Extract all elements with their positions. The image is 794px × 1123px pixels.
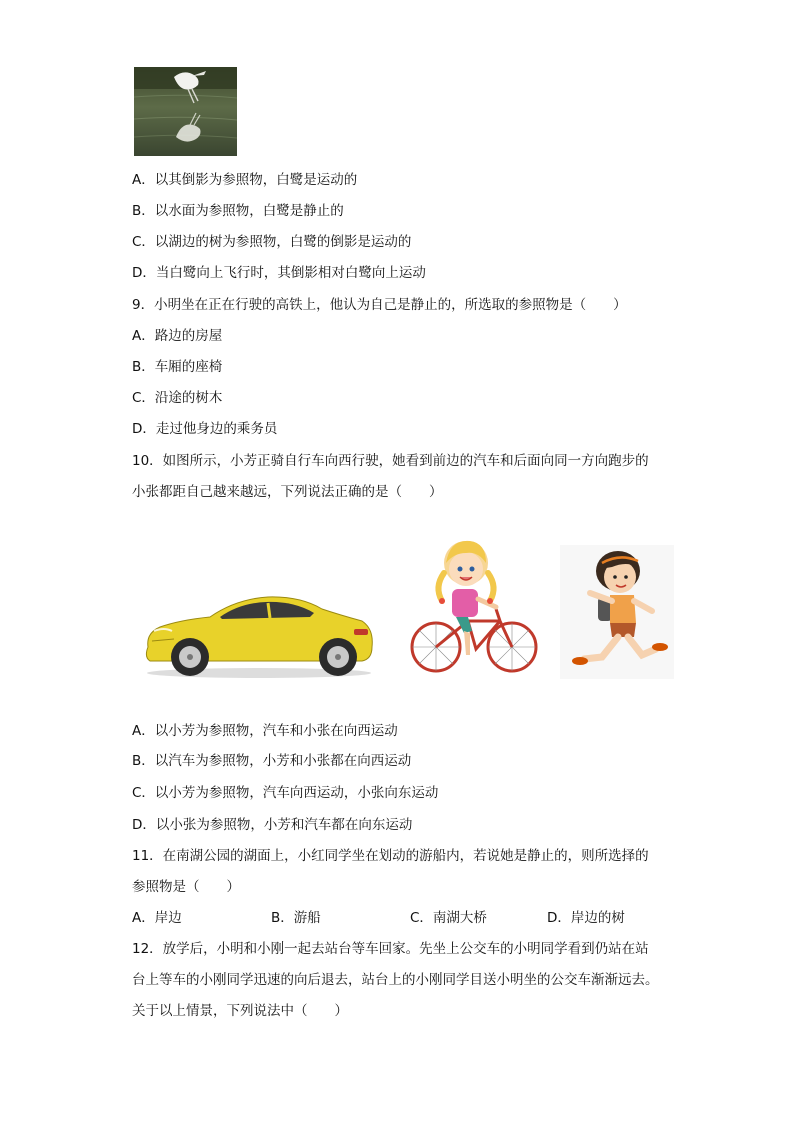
q10-stem-line2: 小张都距自己越来越远，下列说法正确的是（ ）	[132, 484, 443, 500]
q11-option-a: A．岸边	[132, 910, 182, 926]
q11-stem-line2: 参照物是（ ）	[132, 879, 240, 895]
girl-on-bicycle-illustration	[406, 527, 539, 680]
q9-option-b: B．车厢的座椅	[132, 359, 223, 375]
q8-option-c: C．以湖边的树为参照物，白鹭的倒影是运动的	[132, 234, 412, 250]
q12-stem-line1: 12．放学后，小明和小刚一起去站台等车回家。先坐上公交车的小明同学看到仍站在站	[132, 941, 649, 957]
q11-option-d: D．岸边的树	[547, 910, 625, 926]
yellow-car-illustration	[140, 585, 378, 680]
q10-option-c: C．以小芳为参照物，汽车向西运动，小张向东运动	[132, 785, 439, 801]
q11-option-c: C．南湖大桥	[410, 910, 487, 926]
q11-stem-line1: 11．在南湖公园的湖面上，小红同学坐在划动的游船内，若说她是静止的，则所选择的	[132, 848, 649, 864]
q9-option-c: C．沿途的树木	[132, 390, 223, 406]
q8-option-d: D．当白鹭向上飞行时，其倒影相对白鹭向上运动	[132, 265, 426, 281]
q10-option-a: A．以小芳为参照物，汽车和小张在向西运动	[132, 723, 398, 739]
q10-option-b: B．以汽车为参照物，小芳和小张都在向西运动	[132, 753, 412, 769]
q11-option-b: B．游船	[271, 910, 321, 926]
q10-stem-line1: 10．如图所示，小芳正骑自行车向西行驶，她看到前边的汽车和后面向同一方向跑步的	[132, 453, 649, 469]
q12-stem-line2: 台上等车的小刚同学迅速的向后退去，站台上的小刚同学目送小明坐的公交车渐渐远去。	[132, 972, 659, 988]
q9-option-d: D．走过他身边的乘务员	[132, 421, 278, 437]
egret-photo	[134, 67, 237, 156]
q9-stem: 9．小明坐在正在行驶的高铁上，他认为自己是静止的，所选取的参照物是（ ）	[132, 297, 627, 313]
running-girl-illustration	[560, 545, 674, 679]
q10-option-d: D．以小张为参照物，小芳和汽车都在向东运动	[132, 817, 413, 833]
q8-option-b: B．以水面为参照物，白鹭是静止的	[132, 203, 344, 219]
q9-option-a: A．路边的房屋	[132, 328, 223, 344]
q12-stem-line3: 关于以上情景，下列说法中（ ）	[132, 1003, 348, 1019]
q8-option-a: A．以其倒影为参照物，白鹭是运动的	[132, 172, 358, 188]
